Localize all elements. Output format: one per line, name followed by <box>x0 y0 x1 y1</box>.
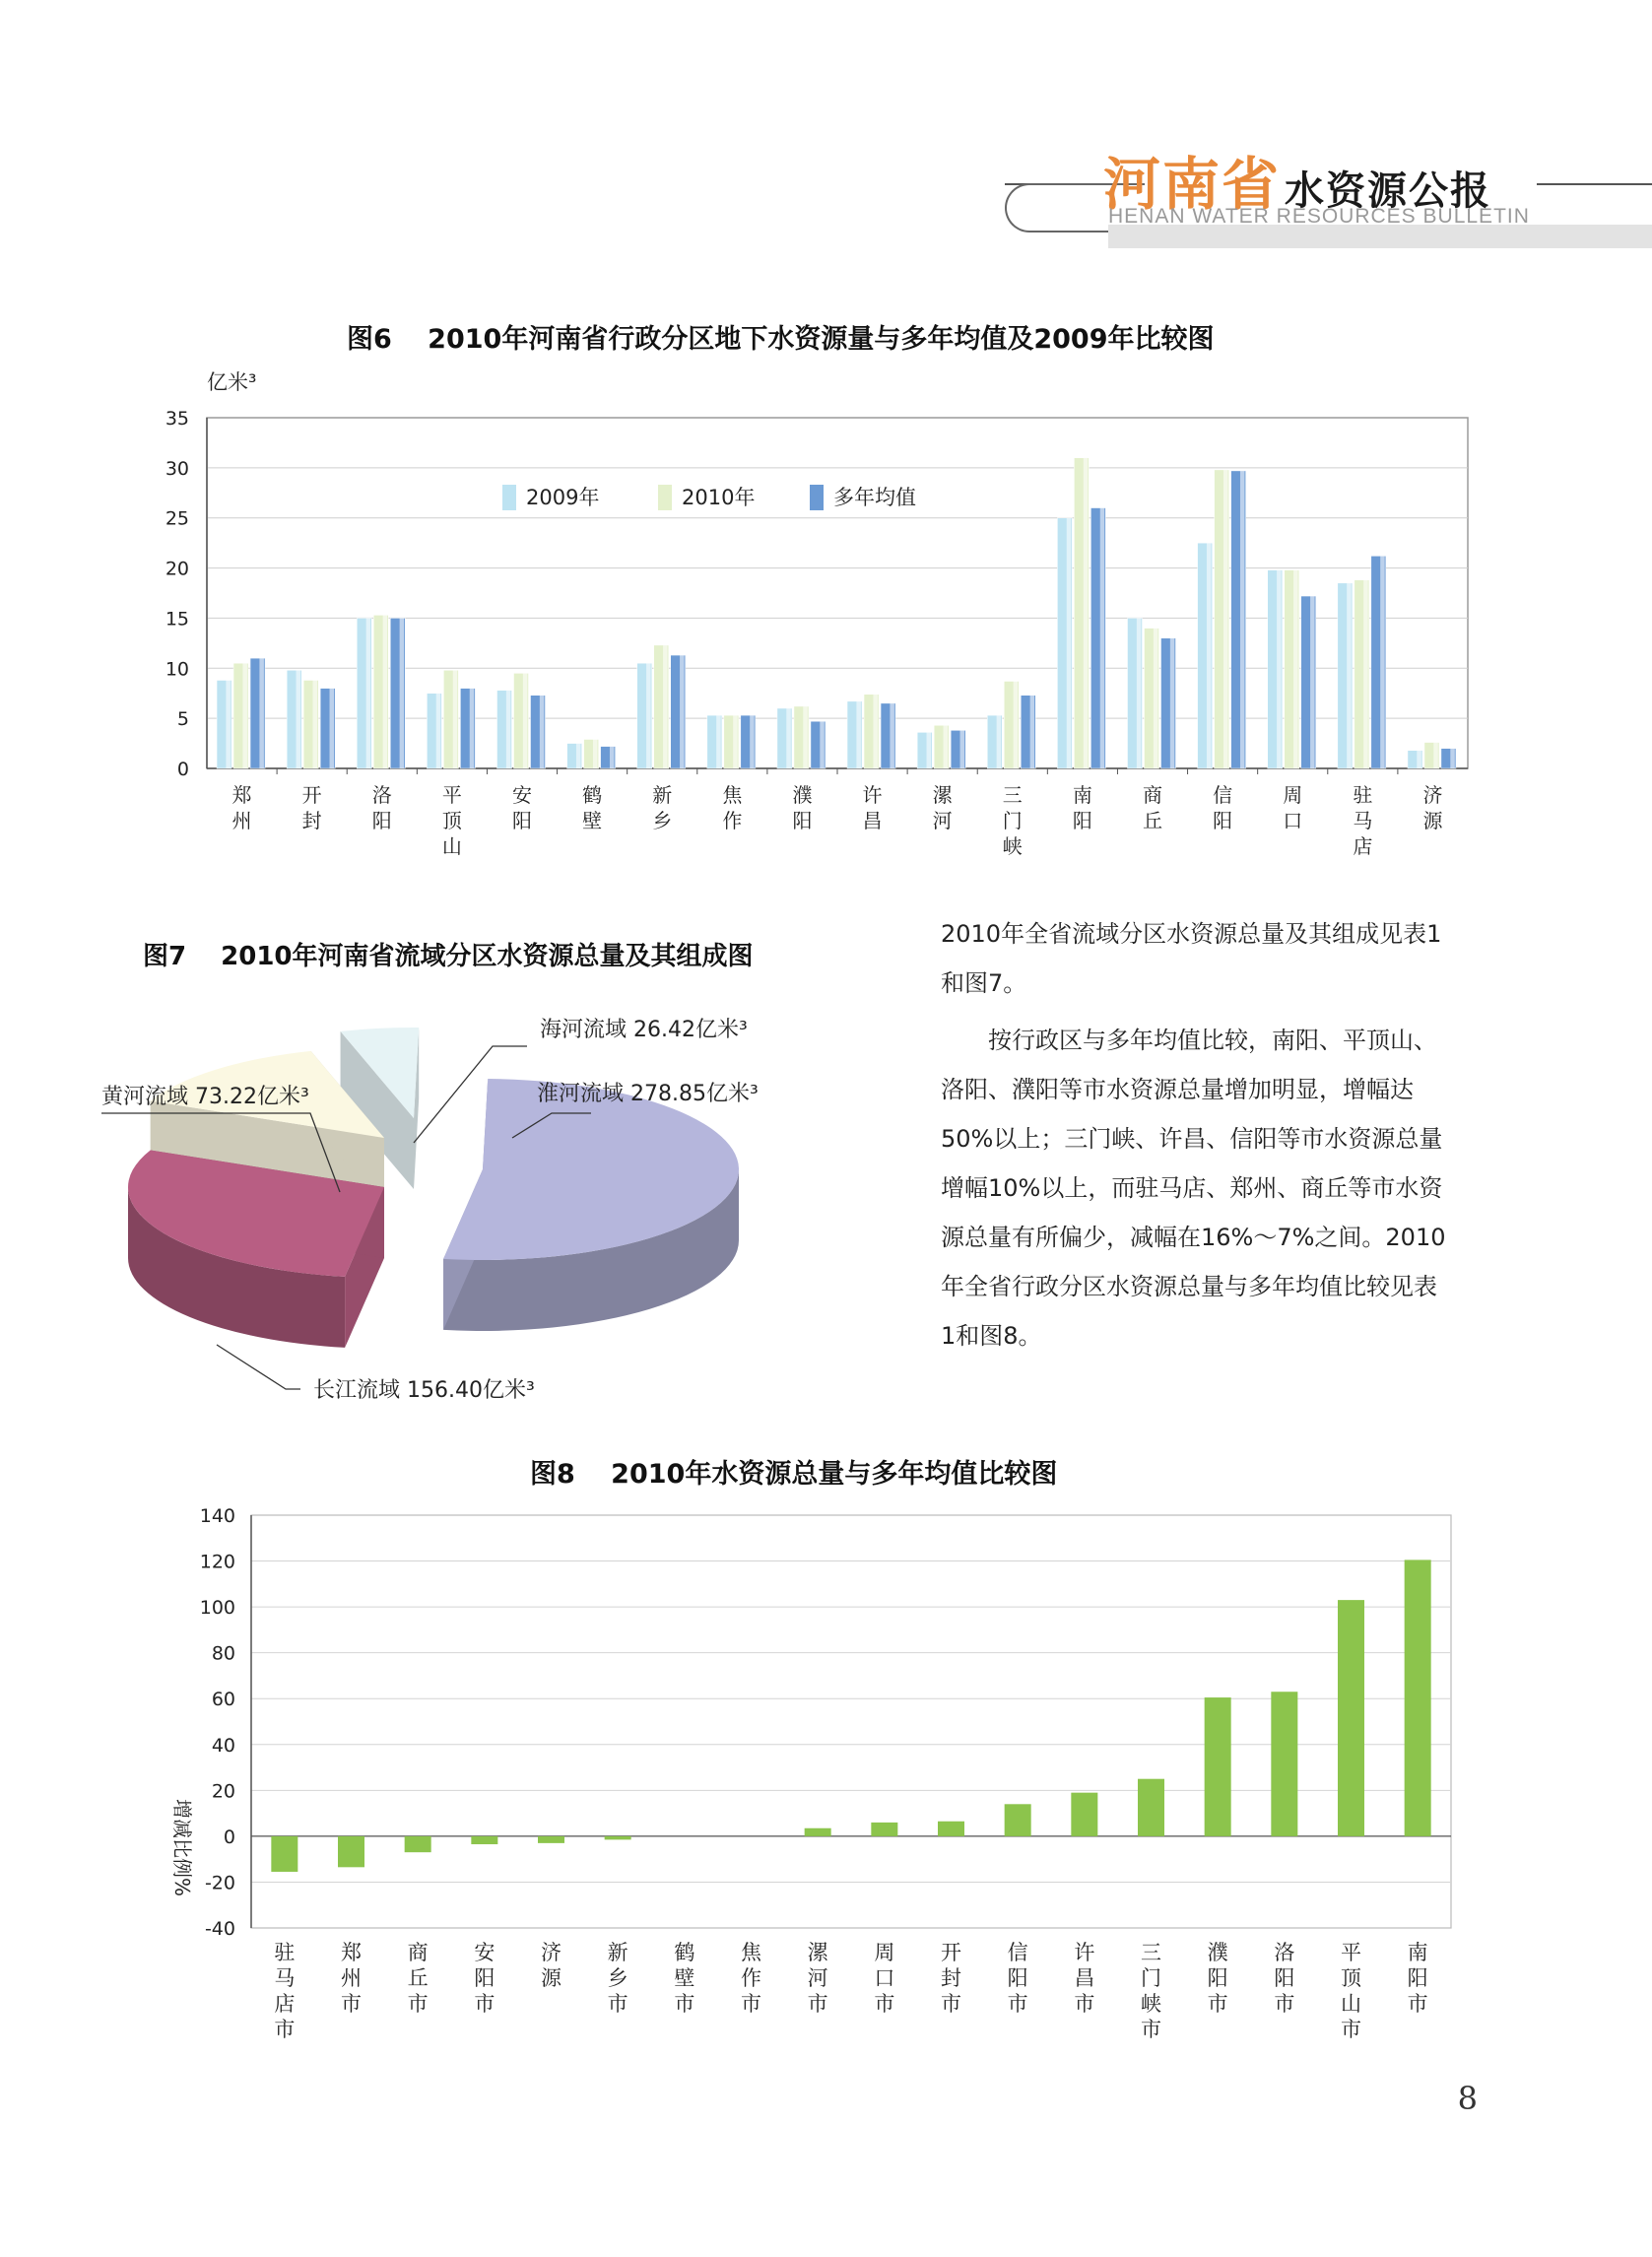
fig6-x-tick-label <box>512 783 532 832</box>
fig8-x-tick-label-char: 驻 <box>274 1941 296 1964</box>
fig6-x-tick-label-char: 安 <box>512 783 532 807</box>
fig6-x-tick-label <box>1422 783 1443 832</box>
fig8-bar <box>538 1836 564 1843</box>
fig8-x-tick-label-char: 市 <box>874 1992 895 2016</box>
fig6-x-tick-label-char: 阳 <box>371 809 392 832</box>
fig6-x-tick-label-char: 乡 <box>652 809 673 832</box>
fig8-x-tick-label-char: 阳 <box>1207 1966 1228 1990</box>
fig6-bar-highlight <box>1380 556 1385 768</box>
fig7-slice-label: 海河流域 26.42亿米³ <box>540 1018 748 1042</box>
fig7-slice-label: 长江流域 156.40亿米³ <box>313 1378 535 1403</box>
fig6-bar-highlight <box>330 689 335 768</box>
fig6-bar-highlight <box>226 680 231 768</box>
fig6-x-tick-label-char: 壁 <box>582 809 603 832</box>
fig8-y-tick-label: 0 <box>223 1826 235 1848</box>
fig8-bar <box>605 1836 631 1839</box>
fig6-bar-highlight <box>1363 580 1368 768</box>
fig8-plot-area <box>251 1515 1451 1928</box>
fig6-x-tick-label-char: 焦 <box>722 783 743 807</box>
fig6-y-tick-label: 10 <box>165 658 189 681</box>
fig6-y-tick-label: 5 <box>176 708 189 731</box>
fig8-x-tick-label-char: 昌 <box>1074 1966 1095 1990</box>
fig6-y-tick-label: 0 <box>176 759 189 780</box>
fig6-x-tick-label-char: 山 <box>441 834 462 858</box>
header-title-small: 水资源公报 <box>1285 167 1492 214</box>
fig6-x-tick-label-char: 三 <box>1002 783 1023 807</box>
fig8-x-tick-label-char: 阳 <box>1407 1966 1428 1990</box>
fig6-x-tick-label-char: 作 <box>722 809 743 832</box>
fig6-bar-highlight <box>1240 471 1245 768</box>
text-line: 洛阳、濮阳等市水资源总量增加明显，增幅达 <box>941 1076 1414 1103</box>
fig6-bar-highlight <box>1100 508 1105 768</box>
fig6-x-tick-label <box>933 783 954 832</box>
fig6-x-tick-label-char: 顶 <box>441 809 462 832</box>
fig8-x-tick-label-char: 鹤 <box>674 1941 695 1964</box>
fig6-bar-highlight <box>750 715 755 768</box>
fig8-x-tick-label <box>1208 1941 1228 2016</box>
fig8-x-tick-label-char: 商 <box>407 1941 429 1964</box>
fig8-x-tick-label-char: 许 <box>1074 1941 1095 1964</box>
fig6-bar-highlight <box>297 670 301 768</box>
body-text <box>941 909 1446 1361</box>
fig6-bar-highlight <box>366 618 371 768</box>
fig6-bar-highlight <box>1347 583 1352 768</box>
fig6-legend-label: 2010年 <box>682 486 756 509</box>
fig6-bar-highlight <box>1030 696 1035 768</box>
fig6-x-tick-label <box>722 783 743 832</box>
fig8-x-tick-label-char: 市 <box>274 2018 296 2041</box>
fig6-x-tick-label-char: 昌 <box>862 809 883 832</box>
fig6-bar-highlight <box>242 663 247 768</box>
fig8-x-tick-label-char: 州 <box>341 1966 362 1990</box>
fig6-x-tick-label-char: 河 <box>932 809 953 832</box>
fig8-bar <box>938 1822 964 1836</box>
fig6-x-tick-label-char: 封 <box>301 809 322 832</box>
fig8-x-tick-label-char: 市 <box>741 1992 761 2016</box>
fig8-x-tick-label-char: 市 <box>674 1992 695 2016</box>
fig6-bar-highlight <box>1310 596 1315 768</box>
fig6-x-tick-label-char: 阳 <box>1213 809 1233 832</box>
fig8-y-tick-label: 20 <box>211 1780 235 1803</box>
fig6-x-tick-label-char: 郑 <box>231 783 252 807</box>
fig6-y-tick-label: 20 <box>165 558 189 580</box>
fig8-x-tick-label-char: 南 <box>1407 1941 1428 1964</box>
fig8-x-tick-label-char: 市 <box>607 1992 628 2016</box>
fig8-x-tick-label-char: 市 <box>1407 1992 1428 2016</box>
fig7-leader-line <box>217 1345 300 1389</box>
fig8-x-tick-label-char: 平 <box>1341 1941 1361 1964</box>
fig8-x-tick-label <box>341 1941 362 2016</box>
fig6-x-tick-label <box>372 783 392 832</box>
fig6-x-tick-label <box>1353 783 1372 858</box>
fig6-x-tick-label-char: 濮 <box>792 783 813 807</box>
fig6-bar-highlight <box>733 715 738 768</box>
fig6-x-tick-label-char: 源 <box>1422 809 1443 832</box>
fig8-x-tick-label-char: 安 <box>474 1941 496 1964</box>
fig6-x-tick-label <box>302 783 322 832</box>
fig6-bar-highlight <box>506 691 511 768</box>
fig6-x-tick-label <box>792 783 812 832</box>
fig8-x-tick-label-char: 市 <box>407 1992 429 2016</box>
text-line: 按行政区与多年均值比较，南阳、平顶山、 <box>941 1027 1437 1054</box>
text-line: 增幅10%以上，而驻马店、郑州、商丘等市水资 <box>941 1174 1443 1202</box>
fig6-bar-highlight <box>436 694 441 768</box>
fig8-bar <box>271 1836 297 1872</box>
fig8-x-tick-label-char: 马 <box>274 1966 296 1990</box>
fig8-x-tick-label-char: 焦 <box>741 1941 761 1964</box>
fig8-x-tick-label-char: 三 <box>1141 1941 1161 1964</box>
fig8-y-tick-label: 60 <box>211 1689 235 1711</box>
fig8-x-tick-label-char: 丘 <box>407 1966 429 1990</box>
fig8-x-tick-label-char: 源 <box>541 1966 562 1990</box>
fig8-y-tick-label: 140 <box>199 1505 235 1527</box>
fig6-bar-highlight <box>890 703 894 768</box>
fig6-x-tick-label <box>863 783 883 832</box>
fig6-x-tick-label <box>442 783 463 858</box>
fig8-x-tick-label-char: 门 <box>1141 1966 1161 1990</box>
fig8-y-tick-label: 80 <box>211 1642 235 1665</box>
fig6-bar-highlight <box>593 740 598 768</box>
fig7-slice-label: 淮河流域 278.85亿米³ <box>537 1082 759 1106</box>
fig8-x-tick-label-char: 济 <box>541 1941 562 1964</box>
fig6-x-tick-label-char: 鹤 <box>582 783 603 807</box>
fig6-x-tick-label-char: 门 <box>1002 809 1023 832</box>
fig6-bar-highlight <box>680 655 685 768</box>
fig6-x-tick-label-char: 平 <box>441 783 462 807</box>
fig8-bar <box>1205 1697 1231 1836</box>
fig6-x-tick-label <box>1283 783 1302 832</box>
fig6-x-tick-label-char: 洛 <box>371 783 392 807</box>
fig8-x-tick-label-char: 新 <box>607 1941 628 1964</box>
fig6-bar-highlight <box>646 663 651 768</box>
fig8-x-tick-label-char: 市 <box>1074 1992 1095 2016</box>
fig8-x-tick-label-char: 周 <box>874 1941 895 1964</box>
fig6-bar-highlight <box>1293 570 1298 768</box>
fig8-x-tick-label-char: 市 <box>807 1992 828 2016</box>
fig8-x-tick-label <box>1341 1941 1362 2041</box>
fig8-x-tick-label-char: 信 <box>1007 1941 1028 1964</box>
fig6-x-tick-label-char: 商 <box>1143 783 1162 807</box>
fig6-bar-highlight <box>873 695 878 768</box>
fig6-bar-highlight <box>1277 570 1282 768</box>
fig8-x-tick-label <box>1408 1941 1428 2016</box>
fig6-y-tick-label: 30 <box>165 457 189 480</box>
fig8-y-tick-label: -40 <box>204 1918 235 1940</box>
fig6-bar-highlight <box>1433 743 1438 768</box>
fig8-x-tick-label-char: 濮 <box>1207 1941 1228 1964</box>
fig8-x-tick-label-char: 市 <box>1207 1992 1228 2016</box>
fig8-y-tick-label: -20 <box>204 1872 235 1894</box>
fig8-x-tick-label <box>741 1941 762 2016</box>
fig8-bar <box>1005 1804 1031 1836</box>
fig8-x-tick-label-char: 作 <box>741 1966 761 1990</box>
fig8-bar <box>1071 1793 1097 1836</box>
fig6-x-tick-label <box>1213 783 1232 832</box>
fig8-x-tick-label-char: 市 <box>1141 2018 1161 2041</box>
fig6-legend-swatch <box>658 485 672 510</box>
fig6-x-tick-label <box>652 783 672 832</box>
fig6-legend-swatch <box>810 485 824 510</box>
fig8-x-tick-label-char: 口 <box>874 1966 895 1990</box>
fig8-x-tick-label <box>274 1941 295 2041</box>
fig8-chart <box>0 1478 1652 2069</box>
fig6-x-tick-label <box>582 783 602 832</box>
fig6-bar-highlight <box>523 673 528 768</box>
fig8-x-tick-label-char: 壁 <box>674 1966 695 1990</box>
fig8-y-tick-label: 40 <box>211 1734 235 1757</box>
fig6-bar-highlight <box>1084 458 1089 768</box>
page-number: 8 <box>1457 2080 1478 2117</box>
fig6-bar-highlight <box>1014 682 1019 768</box>
fig8-x-tick-label <box>608 1941 628 2016</box>
fig6-x-tick-label-char: 阳 <box>792 809 813 832</box>
fig6-bar-highlight <box>383 615 388 768</box>
fig6-bar-highlight <box>540 696 545 768</box>
fig6-x-tick-label-char: 南 <box>1072 783 1092 807</box>
fig6-x-tick-label <box>232 783 252 832</box>
fig6-x-tick-label <box>1143 783 1162 832</box>
text-line: 1和图8。 <box>941 1322 1042 1350</box>
fig6-x-tick-label-char: 开 <box>301 783 322 807</box>
fig8-x-tick-label-char: 漯 <box>807 1941 828 1964</box>
fig8-x-tick-label-char: 市 <box>474 1992 496 2016</box>
fig8-x-tick-label <box>541 1941 562 1990</box>
fig6-bar-highlight <box>400 618 405 768</box>
fig8-x-tick-label-char: 市 <box>1007 1992 1028 2016</box>
fig6-bar-highlight <box>576 744 581 768</box>
fig6-bar-highlight <box>820 721 825 768</box>
text-line: 2010年全省流域分区水资源总量及其组成见表1 <box>941 920 1442 948</box>
fig7-chart <box>0 975 887 1428</box>
text-line: 年全省行政分区水资源总量与多年均值比较见表 <box>941 1273 1437 1300</box>
fig8-bar <box>805 1828 831 1836</box>
fig6-x-tick-label-char: 驻 <box>1353 783 1373 807</box>
fig6-x-tick-label <box>1073 783 1092 832</box>
fig6-x-tick-label-char: 马 <box>1353 809 1373 832</box>
fig6-y-tick-label: 15 <box>165 608 189 631</box>
fig8-x-tick-label-char: 阳 <box>474 1966 496 1990</box>
fig6-bar-highlight <box>1137 618 1142 768</box>
fig7-title: 图7 2010年河南省流域分区水资源总量及其组成图 <box>143 942 754 971</box>
fig6-bar-highlight <box>663 645 668 768</box>
fig6-x-tick-label-char: 丘 <box>1143 809 1162 832</box>
text-line: 源总量有所偏少，减幅在16%～7%之间。2010 <box>941 1224 1446 1251</box>
header-subtitle: HENAN WATER RESOURCES BULLETIN <box>1108 205 1530 228</box>
fig6-title: 图6 2010年河南省行政分区地下水资源量与多年均值及2009年比较图 <box>347 324 1215 355</box>
fig8-x-tick-label-char: 阳 <box>1007 1966 1028 1990</box>
fig8-bar <box>871 1823 897 1836</box>
fig8-bar <box>471 1836 497 1844</box>
fig6-bar-highlight <box>313 680 318 768</box>
fig8-x-tick-label-char: 山 <box>1341 1992 1361 2016</box>
fig8-x-tick-label <box>1274 1941 1294 2016</box>
fig8-bar <box>338 1836 364 1867</box>
fig6-x-tick-label-char: 口 <box>1283 809 1303 832</box>
fig6-x-tick-label-char: 州 <box>231 809 252 832</box>
fig8-x-tick-label-char: 洛 <box>1274 1941 1295 1964</box>
fig8-x-tick-label <box>1074 1941 1094 2016</box>
fig6-x-tick-label-char: 漯 <box>932 783 953 807</box>
fig8-x-tick-label-char: 市 <box>1341 2018 1361 2041</box>
fig8-x-tick-label-char: 开 <box>941 1941 961 1964</box>
fig6-x-tick-label-char: 周 <box>1283 783 1303 807</box>
fig8-x-tick-label-char: 乡 <box>607 1966 628 1990</box>
fig8-x-tick-label <box>1141 1941 1161 2041</box>
fig6-bar-highlight <box>1450 749 1455 768</box>
fig6-bar-highlight <box>960 730 965 768</box>
fig8-y-tick-label: 100 <box>199 1597 235 1620</box>
fig6-bar-highlight <box>803 706 808 768</box>
fig8-x-tick-label-char: 峡 <box>1141 1992 1161 2016</box>
fig8-x-tick-label <box>1008 1941 1028 2016</box>
fig6-bar-highlight <box>856 701 861 768</box>
fig6-bar-highlight <box>610 747 615 768</box>
fig6-x-tick-label-char: 济 <box>1422 783 1443 807</box>
fig8-x-tick-label <box>941 1941 961 2016</box>
fig8-x-tick-label <box>808 1941 829 2016</box>
fig6-x-tick-label <box>1003 783 1023 858</box>
fig8-y-axis-label: 增减比例% <box>170 1799 194 1897</box>
fig6-y-tick-label: 35 <box>165 408 189 430</box>
fig6-x-tick-label-char: 阳 <box>1072 809 1092 832</box>
fig6-bar-highlight <box>1067 518 1072 768</box>
fig6-legend-swatch <box>502 485 516 510</box>
fig8-bar <box>1138 1779 1164 1836</box>
fig6-bar-highlight <box>1223 470 1228 768</box>
fig6-unit-label: 亿米³ <box>207 370 257 394</box>
fig8-x-tick-label <box>874 1941 894 2016</box>
fig8-x-tick-label-char: 郑 <box>341 1941 362 1964</box>
fig6-legend-label: 多年均值 <box>833 486 916 509</box>
fig8-y-tick-label: 120 <box>199 1551 235 1573</box>
fig8-x-tick-label <box>674 1941 694 2016</box>
fig6-x-tick-label-char: 店 <box>1353 834 1373 858</box>
text-line: 50%以上；三门峡、许昌、信阳等市水资源总量 <box>941 1125 1443 1153</box>
fig6-legend-label: 2009年 <box>526 486 600 509</box>
fig8-x-tick-label-char: 河 <box>807 1966 828 1990</box>
fig8-x-tick-label <box>408 1941 429 2016</box>
fig8-bar <box>405 1836 431 1852</box>
fig8-bar <box>1271 1692 1297 1836</box>
fig8-bar <box>1338 1600 1364 1836</box>
text-line: 和图7。 <box>941 969 1027 997</box>
fig8-x-tick-label-char: 封 <box>941 1966 961 1990</box>
fig6-bar-highlight <box>1207 543 1212 768</box>
fig6-x-tick-label-char: 信 <box>1213 783 1233 807</box>
fig8-x-tick-label-char: 市 <box>1274 1992 1295 2016</box>
fig6-bar-highlight <box>1417 751 1421 768</box>
fig8-title: 图8 2010年水资源总量与多年均值比较图 <box>530 1459 1058 1490</box>
fig6-bar-highlight <box>944 725 949 768</box>
fig6-x-tick-label-char: 峡 <box>1002 834 1023 858</box>
fig6-bar-highlight <box>1154 629 1158 768</box>
fig6-x-tick-label-char: 许 <box>862 783 883 807</box>
fig8-x-tick-label-char: 顶 <box>1341 1966 1361 1990</box>
fig6-y-tick-label: 25 <box>165 507 189 530</box>
fig8-x-tick-label-char: 阳 <box>1274 1966 1295 1990</box>
fig8-x-tick-label <box>474 1941 495 2016</box>
fig6-bar-highlight <box>997 715 1002 768</box>
fig6-x-tick-label-char: 新 <box>652 783 673 807</box>
fig6-chart <box>0 0 1652 887</box>
fig6-bar-highlight <box>1170 638 1175 768</box>
fig8-x-tick-label-char: 市 <box>941 1992 961 2016</box>
fig8-x-tick-label-char: 店 <box>274 1992 296 2016</box>
fig6-bar-highlight <box>927 732 932 768</box>
fig6-bar-highlight <box>786 708 791 768</box>
fig7-slice-label: 黄河流域 73.22亿米³ <box>101 1085 309 1109</box>
fig8-x-tick-label-char: 市 <box>341 1992 362 2016</box>
header-title-big: 河南省 <box>1103 151 1282 218</box>
fig6-x-tick-label-char: 阳 <box>512 809 532 832</box>
fig8-bar <box>1405 1560 1431 1835</box>
fig6-bar-highlight <box>716 715 721 768</box>
fig6-bar-highlight <box>259 658 264 768</box>
fig6-bar-highlight <box>470 689 475 768</box>
fig6-bar-highlight <box>453 670 458 768</box>
